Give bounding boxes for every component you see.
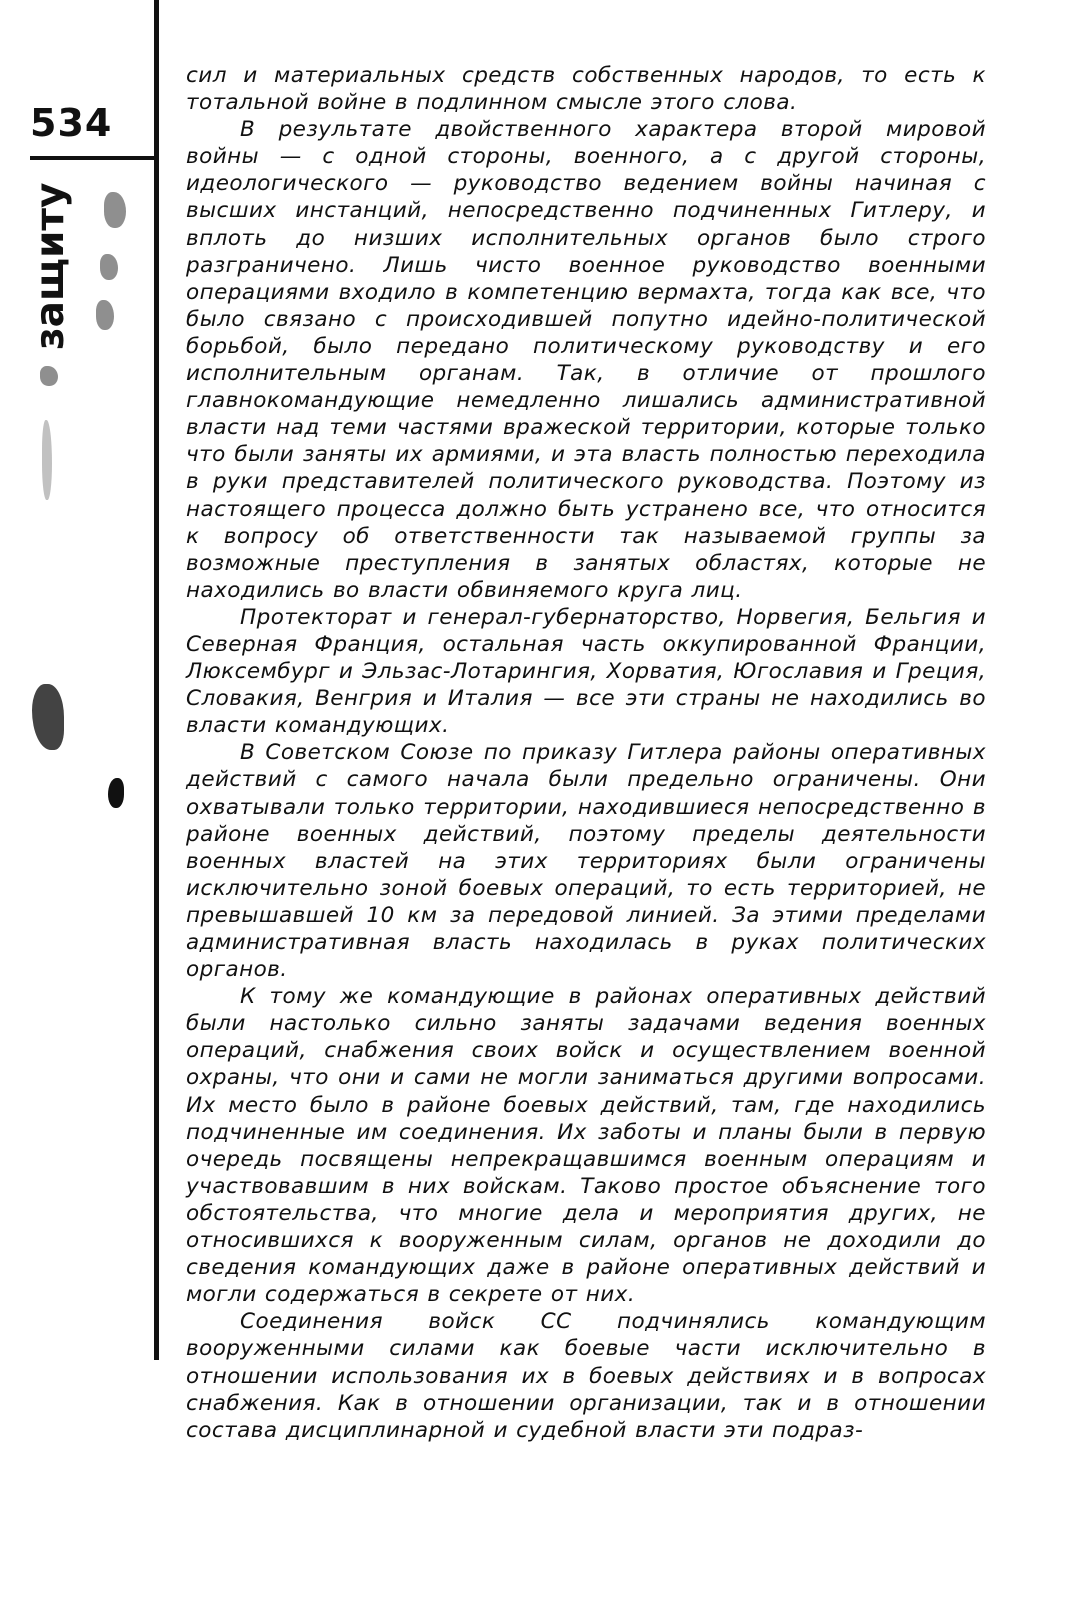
margin-rule: [154, 0, 159, 1360]
page-number: 534: [30, 101, 113, 145]
paragraph: К тому же командующие в районах оперативных действий были настолько сильно заняты задачами ведения военных операций, снабжения своих войск и осуществлением военной охраны, что они и сами не могли заниматься другими вопросами. Их место было в районе боевых действий, там, где находились подчиненные им соединения. Их заботы и планы были в первую очередь посвящены непрекращавшимся военным операциям и участвовавшим в них войскам. Таково простое объяснение того обстоятельства, что многие дела и мероприятия других, не относившихся к вооруженным силам, органов не доходили до сведения командующих даже в районе оперативных действий и могли содержаться в секрете от них.: [186, 984, 986, 1308]
margin-speck: [96, 300, 114, 330]
margin-speck: [100, 254, 118, 280]
text-column: [186, 62, 986, 1444]
margin-speck: [104, 192, 126, 228]
paragraph: сил и материальных средств собственных народов, то есть к тотальной войне в подлинном смысле этого слова.: [186, 63, 986, 116]
paragraph: Протекторат и генерал-губернаторство, Норвегия, Бельгия и Северная Франция, остальная часть оккупированной Франции, Люксембург и Эльзас-Лотарингия, Хорватия, Югославия и Греция, Словакия, Венгрия и Италия — все эти страны не находились во власти командующих.: [186, 604, 986, 739]
paragraph: В результате двойственного характера второй мировой войны — с одной стороны, военного, а с другой стороны, идеологического — руководство ведением войны начиная с высших инстанций, непосредственно подчиненных Гитлеру, и вплоть до низших исполнительных органов было строго разграничено. Лишь чисто военное руководство военными операциями входило в компетенцию вермахта, тогда как все, что было связано с происходившей попутно идейно-политической борьбой, было передано политическому руководству и его исполнительным органам. Так, в отличие от прошлого главнокомандующие немедленно лишались административной власти над теми частями вражеской территории, которые только что были заняты их армиями, и эта власть полностью переходила в руки представителей политического руководства. Поэтому из настоящего процесса должно быть устранено все, что относится к вопросу об ответственности так называемой группы за возможные преступления в занятых областях, которые не находились во власти обвиняемого круга лиц.: [186, 117, 986, 603]
paragraph: В Советском Союзе по приказу Гитлера районы оперативных действий с самого начала были предельно ограничены. Они охватывали только территории, находившиеся непосредственно в районе военных действий, поэтому пределы деятельности военных властей на этих территориях были ограничены исключительно зоной боевых операций, то есть территорией, не превышавшей 10 км за передовой линией. За этими пределами административная власть находилась в руках политических органов.: [186, 740, 986, 983]
margin-speck: [42, 420, 52, 500]
margin-mark: [108, 778, 124, 808]
margin-blot: [32, 684, 64, 750]
paragraph: Соединения войск СС подчинялись командующим вооруженными силами как боевые части исключительно в отношении использования их в боевых действиях и в вопросах снабжения. Как в отношении организации, так и в отношении состава дисциплинарной и судебной власти эти подраз-: [186, 1309, 986, 1443]
running-head: защиту: [28, 182, 73, 350]
margin-speck: [40, 366, 58, 386]
